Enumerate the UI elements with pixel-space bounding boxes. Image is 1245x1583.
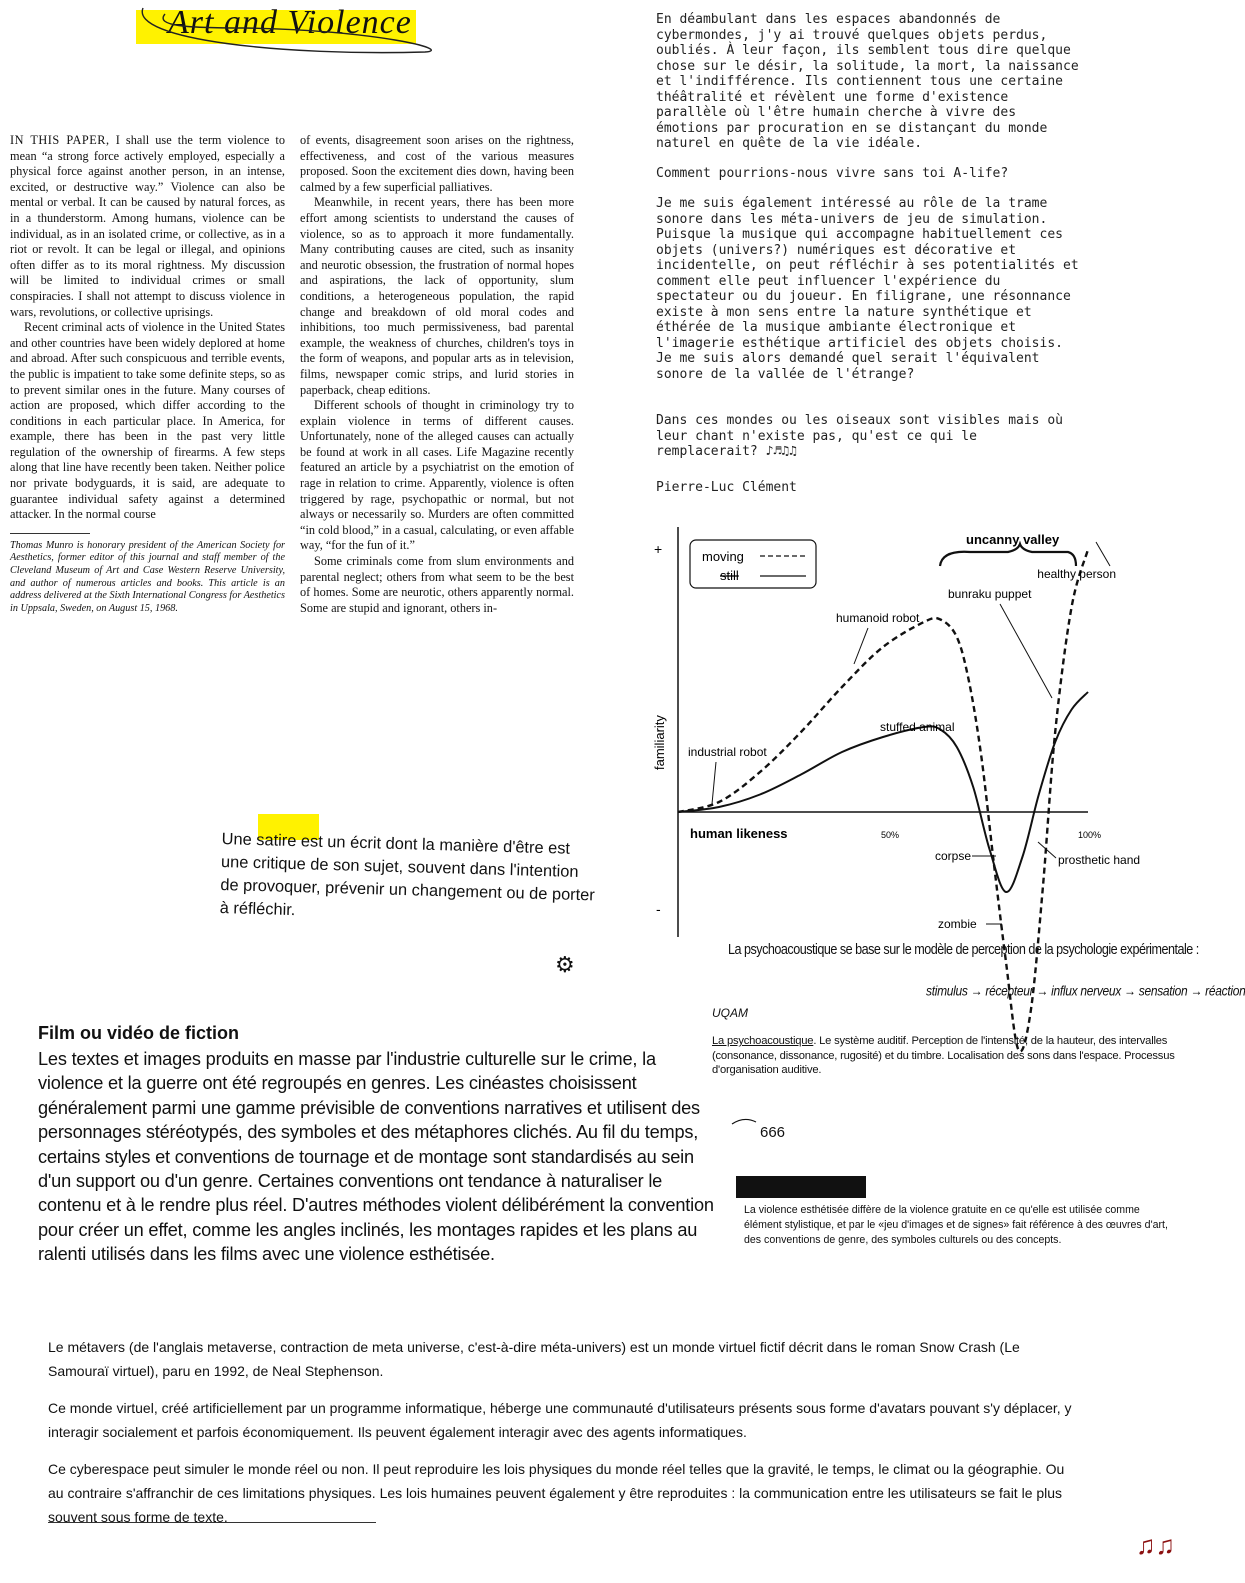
annot-stuffed-animal: stuffed animal [880,720,955,734]
film-heading: Film ou vidéo de fiction [38,1023,240,1043]
uqam-label: UQAM [712,1006,748,1020]
scribble-mark [728,1116,764,1138]
psycho-chain: stimulus → récepteur → influx nerveux → sensation → réaction [926,983,1245,1000]
article-para-2: Recent criminal acts of violence in the United States and other countries have been widely deplored at home and abroad. After such conspicuous and terrible events, the public is impatient to take some definite steps, so as to prevent similar ones in the future. Many courses of action are proposed, which differ according to the conditions in each particular place. In America, for example, there has been in the past very little regulation of the ownership of firearms. A few steps along that line have recently been taken. Neither police nor private bodyguards, it is said, are adequate to guarantee individual safety against a determined attacker. In the normal course [10,320,285,522]
leader-humanoid [854,628,868,664]
x-tick-50: 50% [881,830,900,840]
chart-title: uncanny valley [966,532,1060,547]
annot-bunraku-puppet: bunraku puppet [948,587,1032,601]
bottom-rule [48,1522,376,1523]
title-scribble [125,0,445,70]
article-title: Art and Violence [168,4,412,41]
annot-industrial-robot: industrial robot [688,745,767,759]
gear-icon[interactable]: ⚙ [555,952,575,977]
leader-bunraku [1000,604,1052,698]
leader-prosthetic [1038,842,1056,858]
reflection-para-1: En déambulant dans les espaces abandonnés de cybermondes, j'y ai trouvé quelques objets perdus, oubliés. À leur façon, ils semblent tous dire quelque chose sur le désir, la solitude, la mort, la naissance et l'indifférence. Ils contiennent tous une certaine théâtralité et révèlent une forme d'existence parallèle où l'être humain cherche à vivre des émotions par procuration en se distançant du monde naturel en quête de la vie idéale. [656,12,1079,151]
article-para-4: Meanwhile, in recent years, there has been more effort among scientists to understand the causes of violence, so as to approach it more fundamentally. Many contributing causes are cited, such as insanity and neurotic obsession, the frustration of normal hopes and aspirations, the lack of opportunity, slum conditions, a heterogeneous population, the rapid change and breakdown of old moral codes and inhibitions, too much permissiveness, bad parental example, the weakness of churches, children's toys in the form of weapons, and popular arts as in television, films, newspaper comic strips, and lurid stories in paperback, cheap editions. [300,195,574,397]
y-plus-mark: + [654,541,663,557]
x-tick-100: 100% [1078,830,1102,840]
number-note: 666 [760,1124,786,1141]
annot-healthy-person: healthy person [1037,567,1116,581]
annot-zombie: zombie [938,917,977,931]
reflection-para-3: Dans ces mondes ou les oiseaux sont visibles mais où leur chant n'existe pas, qu'est ce qui le remplacerait? ♪♬♫♫ [656,413,1063,459]
reflection-author: Pierre-Luc Clément [656,480,797,495]
x-axis-label: human likeness [690,826,788,841]
metavers-block [48,1335,1078,1542]
metavers-para-3: Ce cyberespace peut simuler le monde réel ou non. Il peut reproduire les lois physiques du monde réel telles que la gravité, le temps, le climat ou la géographie. Ou au contraire s'affranchir de ces limitations physiques. Les lois humaines peuvent également y être reproduites : la communication entre les utilisateurs se fait le plus souvent sous forme de texte. [48,1461,1065,1525]
aesthetic-note: La violence esthétisée diffère de la violence gratuite en ce qu'elle est utilisée comme élément stylistique, et par le «jeu d'images et de signes» fait référence à des œuvres d'art, des conventions de genre, des symboles culturels ou des concepts. [744,1204,1168,1246]
article-para-5: Different schools of thought in criminology try to explain violence in terms of different causes. Unfortunately, none of the alleged causes can actually be found at work in all cases. Life Magazine recently featured an article by a psychiatrist on the emotion of rage in relation to crime. Apparently, violence is often triggered by rage, psychopathic or normal, but not always or necessarily so. Murders are often committed “in cold blood,” in a casual, calculating, or even affable way, “for the fun of it.” [300,398,574,553]
article-para-3: of events, disagreement soon arises on the rightness, effectiveness, and cost of the various measures proposed. Soon the excitement dies down, having been calmed by a few superficial palliatives. [300,133,574,194]
title-brace [940,544,1076,566]
annot-humanoid-robot: humanoid robot [836,611,920,625]
leader-industrial [712,762,716,804]
y-minus-mark: - [656,901,661,917]
music-notes-mark: ♫♫ [1136,1530,1175,1560]
divider [10,533,90,534]
satire-note: Une satire est un écrit dont la manière d'être est une critique de son sujet, souvent dans l'intention de provoquer, prévenir un changement ou de porter à réfléchir. [219,829,596,920]
annot-prosthetic-hand: prosthetic hand [1058,853,1141,867]
film-body: Les textes et images produits en masse par l'industrie culturelle sur le crime, la violence et la guerre ont été regroupés en genres. Les cinéastes choisissent généralement parmi une gamme prévisible de conventions narratives et utilisent des personnages stéréotypés, des symboles et des métaphores clichés. Au fil du temps, certains styles et conventions de tournage et de montage sont standardisés au sein d'un support ou d'un genre. Certaines conventions ont tendance à naturaliser le contenu et à le rendre plus réel. D'autres méthodes violent délibérément la convention pour créer un effet, comme les angles inclinés, les montages rapides et les plans au ralenti utilisés dans les films avec une violence esthétisée. [38,1049,714,1265]
metavers-para-1: Le métavers (de l'anglais metaverse, contraction de meta universe, c'est-à-dire méta-univers) est un monde virtuel fictif décrit dans le roman Snow Crash (Le Samouraï virtuel), paru en 1992, de Neal Stephenson. [48,1339,1020,1379]
uncanny-valley-chart [640,522,1141,942]
author-bio: Thomas Munro is honorary president of the American Society for Aesthetics, former editor of this journal and staff member of the Cleveland Museum of Art and Case Western Reserve University, and author of numerous articles and books. This article is an address delivered at the Sixth International Congress for Aesthetics in Uppsala, Sweden, on August 15, 1968. [10,539,285,614]
psycho-definition: La psychoacoustique. Le système auditif. Perception de l'intensité, de la hauteur, des intervalles (consonance, dissonance, rugosité) et du timbre. Localisation des sons dans l'espace. Processus d'organisation auditive. [712,1035,1175,1076]
article-column-1 [10,133,285,615]
article-column-2 [300,133,574,616]
legend-still: still [720,568,739,583]
article-para-6: Some criminals come from slum environments and parental neglect; others from what seem to be the best of homes. Some are neurotic, others apparently normal. Some are stupid and ignorant, others in- [300,554,574,615]
psycho-term: La psychoacoustique [712,1035,814,1047]
metavers-para-2: Ce monde virtuel, créé artificiellement par un programme informatique, héberge une communauté d'utilisateurs présents sous forme d'avatars pouvant s'y déplacer, y interagir socialement et parfois économiquement. Ils peuvent également interagir avec des agents informatiques. [48,1400,1072,1440]
article-para-1: IN THIS PAPER, I shall use the term violence to mean “a strong force actively employed, especially a physical force against another person, in an intense, excited, or destructive way.” Violence can also be mental or verbal. It can be caused by natural forces, as in a thunderstorm. Among humans, violence can be individual, as in an isolated crime, or collective, as in a riot or revolt. It can be legal or illegal, and opinions often differ as to its moral rightness. My discussion will be limited to individual crimes or small conspiracies. I shall not attempt to discuss violence in wars, revolutions, or collective uprisings. [10,133,285,319]
reflection-para-2: Je me suis également intéressé au rôle de la trame sonore dans les méta-univers de jeu de simulation. Puisque la musique qui accompagne habituellement ces objets (univers?) numériques est décorative et incidentelle, on peut réfléchir à ses potentialités et comment elle peut influencer l'expérience du spectateur ou du joueur. En filigrane, une résonnance existe à mon sens entre la nature synthétique et éthérée de la musique ambiante électronique et l'imagerie esthétique artificiel des objets choisis. Je me suis alors demandé quel serait l'équivalent sonore de la vallée de l'étrange? [656,196,1079,382]
psycho-title: La psychoacoustique se base sur le modèle de perception de la psychologie expérimentale : [728,941,1199,958]
legend-moving: moving [702,549,744,564]
redacted-bar [736,1176,866,1198]
legend-box [690,540,816,588]
y-axis-label: familiarity [652,715,667,770]
leader-healthy [1096,542,1110,566]
reflection-question: Comment pourrions-nous vivre sans toi A-life? [656,166,1009,181]
annot-corpse: corpse [935,849,972,863]
